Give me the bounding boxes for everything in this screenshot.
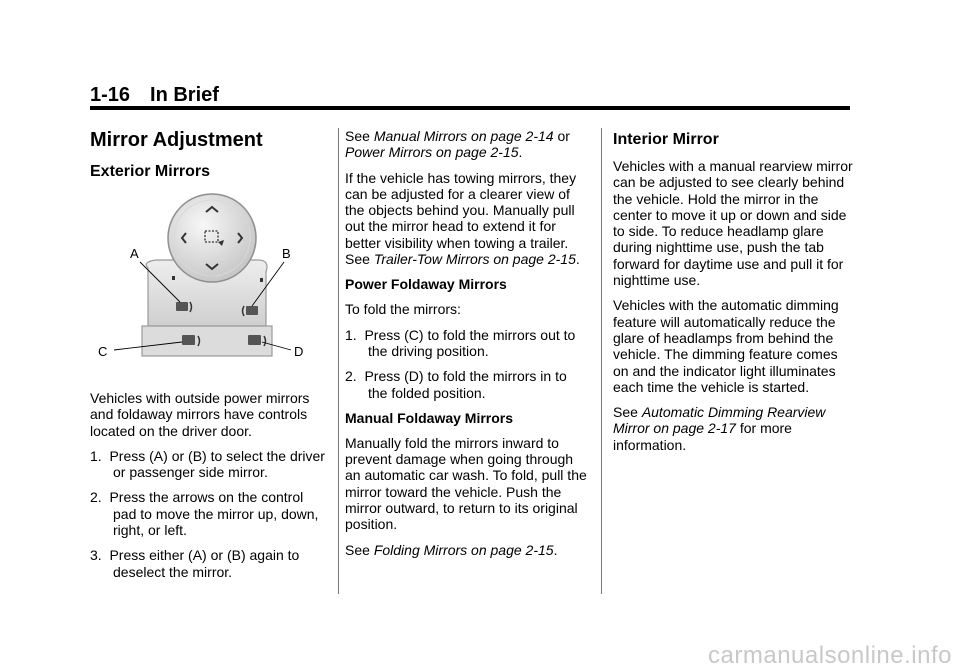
exterior-mirrors-heading: Exterior Mirrors (90, 163, 211, 180)
column-1 (90, 128, 330, 589)
interior-para-2: Vehicles with the automatic dimming feature will automatically reduce the glare of headlamps from behind the vehicle. The dimming feature comes on and the indicator light illuminates each time the vehicle is started. (613, 297, 839, 395)
see-auto-dimming-para: See Automatic Dimming Rearview Mirror on page 2-17 for more information. (613, 404, 826, 453)
see-folding-para: See Folding Mirrors on page 2-15. (345, 541, 558, 558)
power-foldaway-heading: Power Foldaway Mirrors (345, 276, 507, 293)
list-item: 1. Press (C) to fold the mirrors out to the driving position. (345, 326, 576, 359)
exterior-steps (90, 448, 330, 580)
manual-foldaway-heading: Manual Foldaway Mirrors (345, 409, 514, 426)
list-item: 1. Press (A) or (B) to select the driver or passenger side mirror. (90, 447, 325, 481)
fold-steps (345, 327, 590, 401)
interior-mirror-heading: Interior Mirror (613, 131, 719, 148)
page-number: 1-16 (90, 84, 131, 106)
header-rule (90, 106, 850, 110)
column-2 (345, 128, 590, 567)
mirror-control-figure (90, 190, 330, 368)
power-mirrors-link[interactable]: Power Mirrors on page 2-15 (345, 144, 519, 161)
mirror-adjustment-heading: Mirror Adjustment (90, 129, 263, 151)
label-a: A (130, 246, 139, 261)
trailer-tow-link[interactable]: Trailer-Tow Mirrors on page 2-15 (373, 251, 576, 268)
list-item: 3. Press either (A) or (B) again to deselect the mirror. (90, 547, 300, 580)
column-3 (613, 128, 853, 462)
column-divider (338, 128, 339, 594)
page-header (90, 84, 219, 107)
list-item: 2. Press (D) to fold the mirrors in to the folded position. (345, 368, 567, 401)
label-d: D (294, 344, 304, 359)
label-c: C (98, 344, 108, 359)
see-mirrors-para: See Manual Mirrors on page 2-14 or Power Mirrors on page 2-15. (345, 128, 570, 161)
label-b: B (282, 246, 291, 261)
list-item: 2. Press the arrows on the control pad to move the mirror up, down, right, or left. (90, 489, 319, 539)
folding-mirrors-link[interactable]: Folding Mirrors on page 2-15 (373, 541, 554, 558)
manual-foldaway-para: Manually fold the mirrors inward to prevent damage when going through an automatic car wash. To fold, pull the mirror toward the vehicle. Push the mirror outward, to return to its original position. (345, 434, 587, 533)
watermark: carmanualsonline.info (708, 642, 952, 669)
column-divider (601, 128, 602, 594)
auto-dimming-link[interactable]: Automatic Dimming Rearview Mirror on page 2-17 (613, 404, 826, 437)
interior-para-1: Vehicles with a manual rearview mirror can be adjusted to see clearly behind the vehicle. Hold the mirror in the center to move it up or down and side to side. To reduce headlamp glare during nighttime use, push the tab forward for daytime use and pull it for nighttime use. (613, 158, 853, 289)
exterior-intro: Vehicles with outside power mirrors and foldaway mirrors have controls located on the driver door. (90, 390, 310, 439)
towing-mirrors-para: If the vehicle has towing mirrors, they can be adjusted for a clearer view of the objects behind you. Manually pull out the mirror head to extend it for better visibility when towing a trailer. See Trailer-Tow Mirrors on page 2-15. (345, 169, 580, 268)
section-title: In Brief (150, 84, 219, 106)
fold-intro: To fold the mirrors: (345, 301, 461, 318)
manual-mirrors-link[interactable]: Manual Mirrors on page 2-14 (373, 128, 554, 144)
